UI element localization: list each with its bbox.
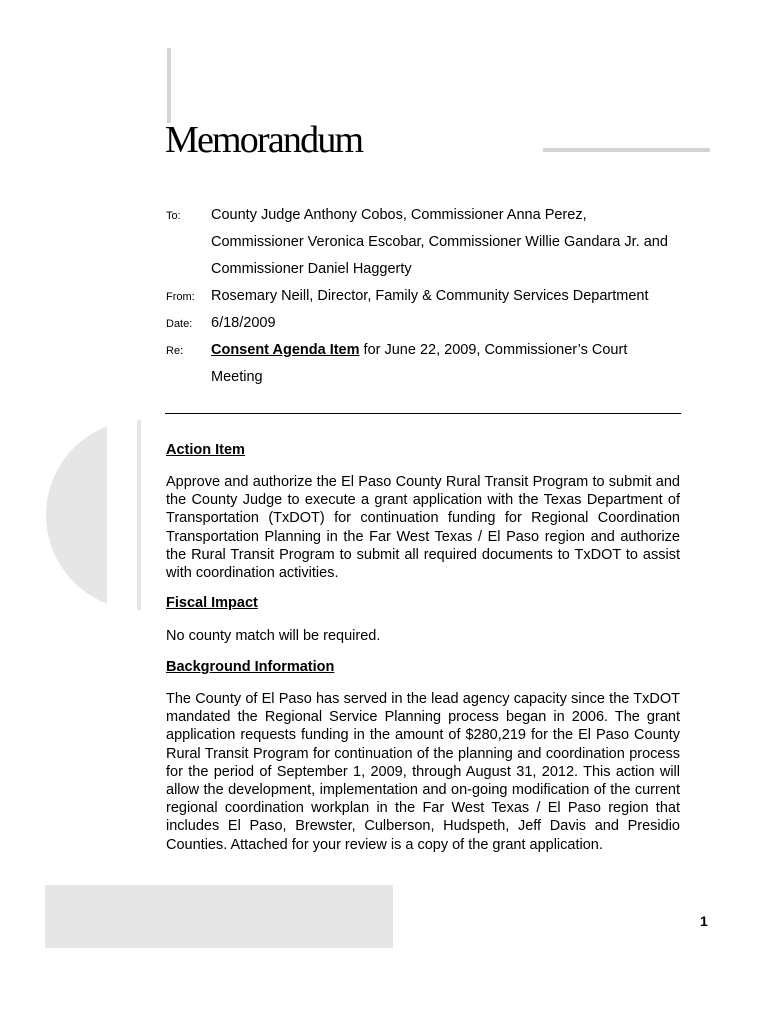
to-recipients [211,202,668,283]
page-number: 1 [700,913,708,929]
fiscal-impact-text: No county match will be required. [166,628,381,644]
decorative-circle-gap [107,420,137,610]
header-divider [165,413,681,414]
fiscal-impact-heading: Fiscal Impact [166,595,258,611]
to-line: County Judge Anthony Cobos, Commissioner Anna Perez, [211,207,587,223]
background-text: The County of El Paso has served in the lead agency capacity since the TxDOT mandated the Regional Service Planning process began in 2006. The grant application requests funding in the amount of $280,219 for the El Paso County Rural Transit Program for continuation of the planning and coordination process for the period of September 1, 2009, through August 31, 2012. This action will allow the development, implementation and on-going modification of the current regional coordination workplan in the Far West Texas / El Paso region that includes El Paso, Brewster, Culberson, Hudspeth, Jeff Davis and Presidio Counties. Attached for your review is a copy of the grant application. [166,691,680,853]
date-label: Date: [166,318,193,330]
decorative-horizontal-bar [543,148,710,152]
from-label: From: [166,291,195,303]
memo-title: Memorandum [165,119,363,161]
from-text: Rosemary Neill, Director, Family & Community Services Department [211,288,649,304]
action-item-heading: Action Item [166,442,245,458]
decorative-vertical-bar [167,48,171,123]
re-label: Re: [166,345,184,357]
to-label: To: [166,210,181,222]
to-line: Commissioner Veronica Escobar, Commissioner Willie Gandara Jr. and [211,234,668,250]
to-line: Commissioner Daniel Haggerty [211,261,412,277]
decorative-footer-box [45,885,393,948]
re-subject-line2: Meeting [211,369,263,385]
background-heading: Background Information [166,659,335,675]
re-subject-emphasis: Consent Agenda Item [211,342,360,358]
re-subject-rest: for June 22, 2009, Commissioner’s Court [359,342,628,358]
re-subject [211,337,627,391]
date-text: 6/18/2009 [211,315,276,331]
action-item-text: Approve and authorize the El Paso County Rural Transit Program to submit and the County Judge to execute a grant application with the Texas Department of Transportation (TxDOT) for continuation funding for Regional Coordination Transportation Planning in the Far West Texas / El Paso region and authorize the Rural Transit Program to submit all required documents to TxDOT to assist with coordination activities. [166,474,680,582]
